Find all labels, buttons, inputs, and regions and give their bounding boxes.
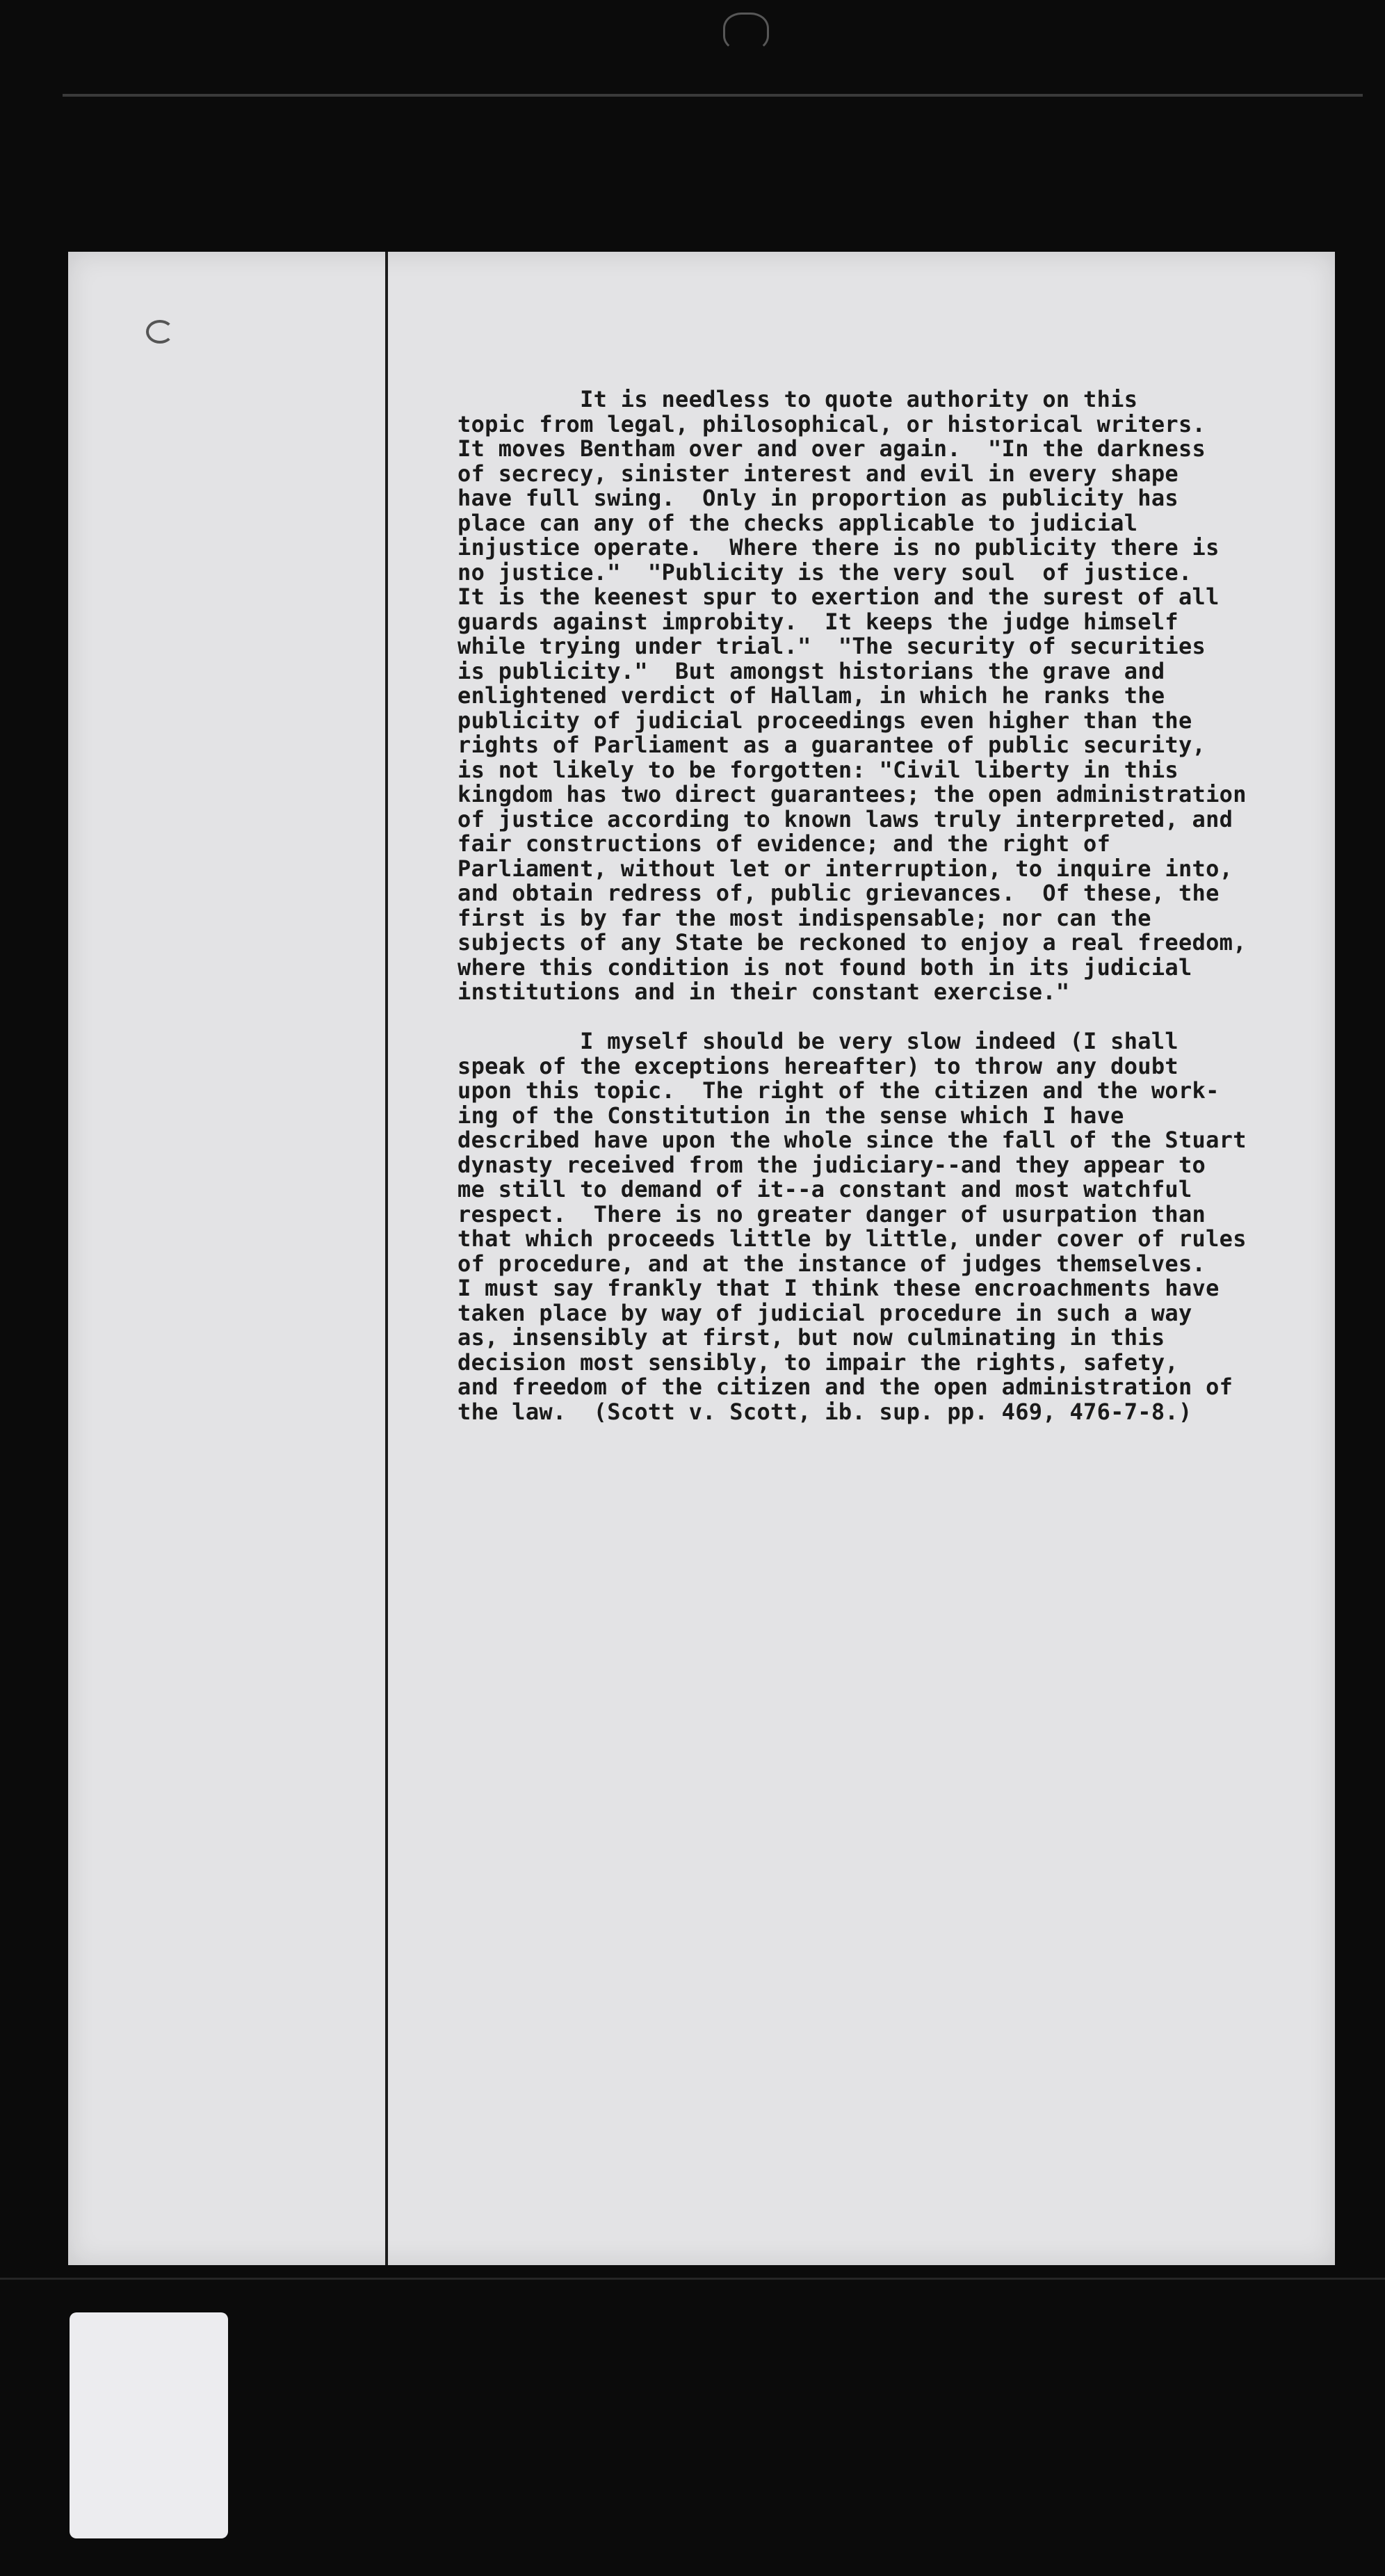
- text-line: institutions and in their constant exercise.": [457, 979, 1070, 1005]
- text-line: I must say frankly that I think these encroachments have: [457, 1275, 1220, 1301]
- text-line: of secrecy, sinister interest and evil in every shape: [457, 460, 1179, 487]
- text-line: ing of the Constitution in the sense which I have: [457, 1102, 1124, 1129]
- text-line: me still to demand of it--a constant and most watchful: [457, 1176, 1192, 1202]
- text-line: publicity of judicial proceedings even higher than the: [457, 707, 1192, 734]
- film-divider-line: [0, 2278, 1385, 2280]
- text-line: is not likely to be forgotten: "Civil liberty in this: [457, 756, 1179, 783]
- text-line: first is by far the most indispensable; nor can the: [457, 904, 1151, 931]
- text-line: I myself should be very slow indeed (I shall: [457, 1028, 1179, 1054]
- text-line: have full swing. Only in proportion as publicity has: [457, 485, 1179, 511]
- text-line: It is needless to quote authority on this: [457, 386, 1138, 412]
- text-line: speak of the exceptions hereafter) to throw any doubt: [457, 1052, 1179, 1079]
- text-line: kingdom has two direct guarantees; the open administration: [457, 781, 1247, 807]
- text-line: upon this topic. The right of the citizen and the work-: [457, 1077, 1220, 1104]
- text-line: and obtain redress of, public grievances. Of these, the: [457, 880, 1220, 906]
- text-line: dynasty received from the judiciary--and they appear to: [457, 1151, 1206, 1178]
- text-line: guards against improbity. It keeps the judge himself: [457, 608, 1179, 635]
- text-line: the law. (Scott v. Scott, ib. sup. pp. 469, 476-7-8.): [457, 1398, 1192, 1425]
- paragraph-1: [457, 387, 1374, 1005]
- text-line: taken place by way of judicial procedure in such a way: [457, 1299, 1192, 1326]
- text-line: enlightened verdict of Hallam, in which he ranks the: [457, 682, 1165, 709]
- text-line: respect. There is no greater danger of usurpation than: [457, 1200, 1206, 1227]
- text-line: and freedom of the citizen and the open administration of: [457, 1374, 1233, 1400]
- text-line: decision most sensibly, to impair the rights, safety,: [457, 1349, 1179, 1376]
- text-line: while trying under trial." "The security of securities: [457, 633, 1206, 659]
- text-line: where this condition is not found both in its judicial: [457, 953, 1192, 981]
- text-line: place can any of the checks applicable to judicial: [457, 509, 1138, 536]
- typed-page: [68, 252, 1335, 2265]
- paragraph-2: [457, 1029, 1374, 1424]
- binding-hole-mark: [146, 320, 174, 344]
- text-line: that which proceeds little by little, under cover of rules: [457, 1225, 1247, 1252]
- text-line: of procedure, and at the instance of judges themselves.: [457, 1250, 1206, 1277]
- text-line: subjects of any State be reckoned to enjoy a real freedom,: [457, 929, 1247, 956]
- blank-label-slip: [70, 2312, 228, 2538]
- text-line: It is the keenest spur to exertion and the surest of all: [457, 583, 1220, 610]
- text-line: as, insensibly at first, but now culminating in this: [457, 1324, 1165, 1351]
- margin-rule-line: [385, 252, 388, 2265]
- film-scratch-mark: [723, 13, 769, 51]
- text-line: no justice." "Publicity is the very soul of justice.: [457, 558, 1192, 586]
- text-line: topic from legal, philosophical, or historical writers.: [457, 410, 1206, 437]
- text-line: fair constructions of evidence; and the right of: [457, 830, 1111, 857]
- text-line: injustice operate. Where there is no publicity there is: [457, 534, 1220, 561]
- text-line: rights of Parliament as a guarantee of public security,: [457, 732, 1206, 758]
- text-line: described have upon the whole since the fall of the Stuart: [457, 1127, 1247, 1153]
- text-line: Parliament, without let or interruption, to inquire into,: [457, 855, 1233, 882]
- text-line: It moves Bentham over and over again. "In the darkness: [457, 435, 1206, 462]
- film-edge-line: [63, 94, 1363, 97]
- text-line: is publicity." But amongst historians the grave and: [457, 657, 1165, 684]
- text-line: of justice according to known laws truly interpreted, and: [457, 805, 1233, 832]
